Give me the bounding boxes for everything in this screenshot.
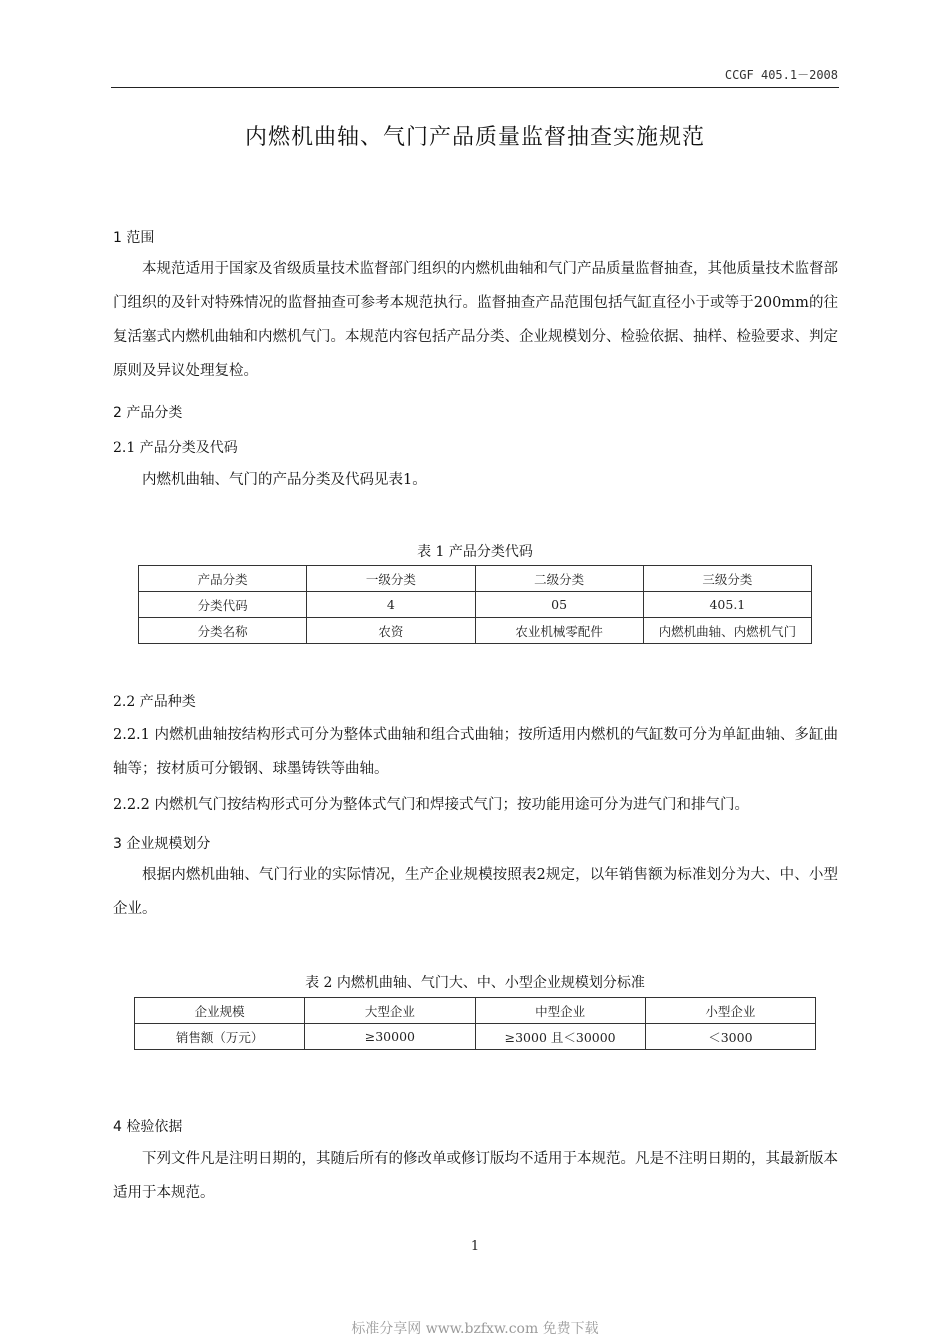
table-cell: 分类代码 xyxy=(139,592,307,618)
table-cell: 二级分类 xyxy=(475,566,643,592)
table-1-caption: 表 1 产品分类代码 xyxy=(417,544,533,560)
section-4-paragraph: 下列文件凡是注明日期的，其随后所有的修改单或修订版均不适用于本规范。凡是不注明日期的，其最新版本适用于本规范。 xyxy=(113,1151,838,1201)
section-2-1-heading: 2.1 产品分类及代码 xyxy=(113,440,238,456)
table-cell: ≥30000 xyxy=(305,1024,475,1050)
table-row xyxy=(135,1024,816,1050)
watermark: 标准分享网 www.bzfxw.com 免费下载 xyxy=(351,1321,599,1337)
table-cell: 大型企业 xyxy=(305,998,475,1024)
document-code: CCGF 405.1－2008 xyxy=(724,68,838,82)
section-2-2-heading: 2.2 产品种类 xyxy=(113,694,196,710)
table-cell: 农资 xyxy=(307,618,475,644)
table-cell: 分类名称 xyxy=(139,618,307,644)
table-cell: 农业机械零配件 xyxy=(475,618,643,644)
section-4-heading: 4 检验依据 xyxy=(113,1119,183,1135)
table-row xyxy=(139,566,812,592)
table-cell: 中型企业 xyxy=(475,998,645,1024)
table-cell: ≥3000 且＜30000 xyxy=(475,1024,645,1050)
header-rule xyxy=(111,87,839,88)
table-2 xyxy=(134,997,816,1050)
table-cell: 05 xyxy=(475,592,643,618)
table-row xyxy=(139,618,812,644)
table-row xyxy=(139,592,812,618)
section-2-2-1-paragraph: 2.2.1 内燃机曲轴按结构形式可分为整体式曲轴和组合式曲轴；按所适用内燃机的气缸数可分为单缸曲轴、多缸曲轴等；按材质可分锻钢、球墨铸铁等曲轴。 xyxy=(113,727,838,777)
table-cell: 一级分类 xyxy=(307,566,475,592)
table-cell: 三级分类 xyxy=(643,566,811,592)
table-cell: 销售额（万元） xyxy=(135,1024,305,1050)
table-cell: 小型企业 xyxy=(645,998,815,1024)
section-3-heading: 3 企业规模划分 xyxy=(113,836,211,852)
section-2-heading: 2 产品分类 xyxy=(113,405,183,421)
table-1 xyxy=(138,565,812,644)
table-cell: 内燃机曲轴、内燃机气门 xyxy=(643,618,811,644)
page-title: 内燃机曲轴、气门产品质量监督抽查实施规范 xyxy=(244,125,705,150)
table-2-caption: 表 2 内燃机曲轴、气门大、中、小型企业规模划分标准 xyxy=(305,975,645,991)
section-2-2-2-paragraph: 2.2.2 内燃机气门按结构形式可分为整体式气门和焊接式气门；按功能用途可分为进气门和排气门。 xyxy=(113,797,749,813)
table-cell: 405.1 xyxy=(643,592,811,618)
section-1-paragraph: 本规范适用于国家及省级质量技术监督部门组织的内燃机曲轴和气门产品质量监督抽查，其他质量技术监督部门组织的及针对特殊情况的监督抽查可参考本规范执行。监督抽查产品范围包括气缸直径小于或等于200mm的往复活塞式内燃机曲轴和内燃机气门。本规范内容包括产品分类、企业规模划分、检验依据、抽样、检验要求、判定原则及异议处理复检。 xyxy=(113,261,838,379)
table-row xyxy=(135,998,816,1024)
section-1-heading: 1 范围 xyxy=(113,230,155,246)
table-cell: ＜3000 xyxy=(645,1024,815,1050)
table-cell: 4 xyxy=(307,592,475,618)
table-cell: 企业规模 xyxy=(135,998,305,1024)
table-cell: 产品分类 xyxy=(139,566,307,592)
section-2-1-paragraph: 内燃机曲轴、气门的产品分类及代码见表1。 xyxy=(142,472,427,488)
page-number: 1 xyxy=(470,1239,480,1254)
section-3-paragraph: 根据内燃机曲轴、气门行业的实际情况，生产企业规模按照表2规定，以年销售额为标准划分为大、中、小型企业。 xyxy=(113,867,838,917)
